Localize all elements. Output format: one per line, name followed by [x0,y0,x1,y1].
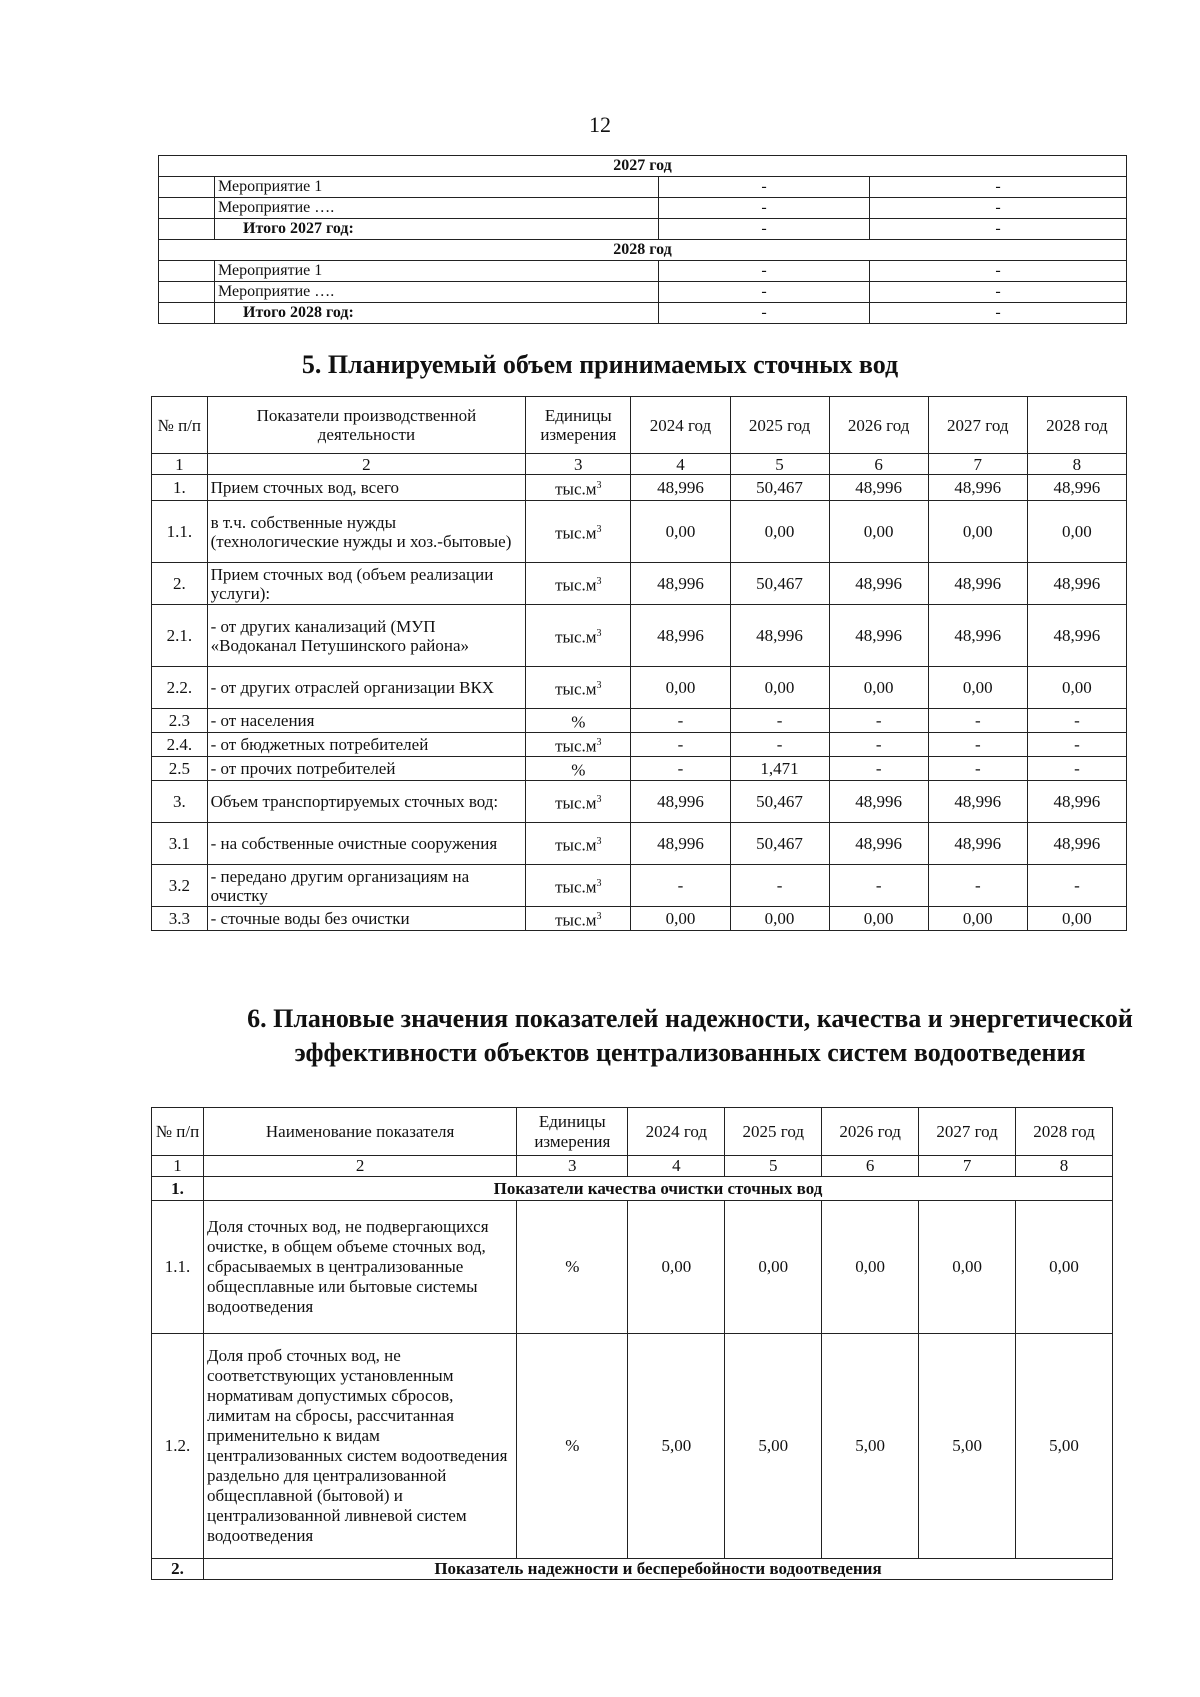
unit-text: тыс.м [555,835,597,855]
table-row [152,1334,1113,1559]
row-number: 1.1. [152,501,208,563]
column-number: 2 [207,454,526,475]
column-number: 4 [631,454,730,475]
value-cell: 48,996 [631,563,730,605]
unit-text: тыс.м [555,679,597,699]
indicator-name: - от других канализаций (МУП «Водоканал Петушинского района» [207,605,526,667]
row-number: 1. [152,475,208,501]
value-cell: 48,996 [928,563,1027,605]
column-number: 5 [730,454,829,475]
row-number: 3.1 [152,823,208,865]
header-cell: № п/п [152,397,208,454]
header-cell: 2028 год [1027,397,1126,454]
unit-text: тыс.м [555,877,597,897]
row-number: 2.5 [152,757,208,781]
indicator-name: - от населения [207,709,526,733]
value-cell: 48,996 [1027,823,1126,865]
value-cell: - [829,757,928,781]
header-cell: 2028 год [1016,1108,1113,1156]
unit [526,733,631,757]
value-cell: 48,996 [928,475,1027,501]
value-cell: 48,996 [1027,605,1126,667]
header-cell: Показатели производственной деятельности [207,397,526,454]
value-cell: - [631,709,730,733]
unit: % [517,1201,628,1334]
unit [526,475,631,501]
table-row [152,501,1127,563]
value-cell: 50,467 [730,563,829,605]
value-cell: 48,996 [1027,475,1126,501]
unit-superscript: 3 [596,680,602,692]
indicator-name: - от прочих потребителей [207,757,526,781]
value-cell: 48,996 [631,605,730,667]
table-row [152,1201,1113,1334]
section5-title: 5. Планируемый объем принимаемых сточных вод [301,350,899,379]
value-cell: 0,00 [829,501,928,563]
value-cell: 0,00 [822,1201,919,1334]
value-cell: 48,996 [829,781,928,823]
indicator-name: Доля проб сточных вод, не соответствующих установленным нормативам допустимых сбросов, лимитам на сбросы, рассчитанная применительно к видам централизованных систем водоотведения раздельно для централизованной общесплавной (бытовой) и централизованной ливневой систем водоотведения [204,1334,517,1559]
value-cell: 50,467 [730,475,829,501]
row-number: 2.1. [152,605,208,667]
indicator-name: Прием сточных вод, всего [207,475,526,501]
value-cell: - [730,733,829,757]
page-number: 12 [589,112,611,137]
value-cell: - [1027,709,1126,733]
value-cell: 0,00 [730,667,829,709]
total-value: - [870,219,1127,240]
unit [526,781,631,823]
value-cell: 0,00 [730,501,829,563]
column-number: 8 [1027,454,1126,475]
value-cell: 5,00 [822,1334,919,1559]
event-name: Мероприятие …. [215,282,659,303]
table-row [152,757,1127,781]
column-number: 3 [517,1156,628,1177]
value-cell: - [1027,733,1126,757]
value-cell: - [829,865,928,907]
row-number: 1.2. [152,1334,204,1559]
unit [526,823,631,865]
event-name: Мероприятие 1 [215,177,659,198]
table-row [152,605,1127,667]
event-value: - [870,261,1127,282]
column-number-row [152,1156,1113,1177]
header-cell: 2026 год [829,397,928,454]
unit [526,757,631,781]
table-row [152,823,1127,865]
indicators-table [151,1107,1113,1580]
unit-superscript: 3 [596,878,602,890]
total-row [159,219,1127,240]
value-cell: - [928,733,1027,757]
value-cell: 0,00 [919,1201,1016,1334]
event-value: - [659,282,870,303]
value-cell: 0,00 [1027,667,1126,709]
value-cell: 0,00 [1027,501,1126,563]
unit [526,667,631,709]
table-row [159,198,1127,219]
header-cell: 2024 год [631,397,730,454]
value-cell: 0,00 [730,907,829,931]
unit-text: тыс.м [555,910,597,930]
table-row [152,563,1127,605]
unit-text: тыс.м [555,793,597,813]
value-cell: 48,996 [829,563,928,605]
value-cell: 5,00 [1016,1334,1113,1559]
indicator-name: Доля сточных вод, не подвергающихся очистке, в общем объеме сточных вод, сбрасываемых в централизованные общесплавные или бытовые системы водоотведения [204,1201,517,1334]
unit-superscript: 3 [596,576,602,588]
unit-superscript: 3 [596,794,602,806]
header-cell: 2025 год [730,397,829,454]
table-row [152,907,1127,931]
value-cell: - [928,865,1027,907]
unit [526,501,631,563]
table-row [152,865,1127,907]
table-row [159,261,1127,282]
unit-superscript: 3 [596,911,602,923]
value-cell: 0,00 [829,907,928,931]
header-row [152,1108,1113,1156]
group-title: Показатель надежности и бесперебойности водоотведения [204,1559,1113,1580]
value-cell: 48,996 [928,781,1027,823]
total-value: - [870,303,1127,324]
group-row [152,1177,1113,1201]
indicator-name: Объем транспортируемых сточных вод: [207,781,526,823]
value-cell: - [631,733,730,757]
unit-text: тыс.м [555,479,597,499]
header-cell: 2025 год [725,1108,822,1156]
year-row [159,240,1127,261]
unit-superscript: 3 [596,628,602,640]
unit-text: тыс.м [555,575,597,595]
unit [526,865,631,907]
header-row [152,397,1127,454]
column-number-row [152,454,1127,475]
group-number: 1. [152,1177,204,1201]
table-row [152,709,1127,733]
unit-superscript: 3 [596,524,602,536]
unit [526,907,631,931]
column-number: 4 [628,1156,725,1177]
value-cell: 0,00 [928,907,1027,931]
value-cell: 48,996 [631,475,730,501]
value-cell: 5,00 [725,1334,822,1559]
value-cell: 0,00 [928,667,1027,709]
unit-text: тыс.м [555,523,597,543]
value-cell: 48,996 [631,781,730,823]
indicator-name: в т.ч. собственные нужды (технологические нужды и хоз.-бытовые) [207,501,526,563]
value-cell: 48,996 [928,605,1027,667]
value-cell: 48,996 [829,823,928,865]
value-cell: 48,996 [829,605,928,667]
value-cell: 1,471 [730,757,829,781]
row-number: 2. [152,563,208,605]
year-row [159,156,1127,177]
row-number: 2.2. [152,667,208,709]
event-value: - [870,177,1127,198]
unit-superscript: 3 [596,836,602,848]
value-cell: 50,467 [730,781,829,823]
total-value: - [659,219,870,240]
indicator-name: - от бюджетных потребителей [207,733,526,757]
value-cell: 0,00 [928,501,1027,563]
column-number: 6 [822,1156,919,1177]
value-cell: 48,996 [1027,563,1126,605]
indicator-name: - передано другим организациям на очистку [207,865,526,907]
value-cell: 0,00 [631,501,730,563]
unit [526,563,631,605]
section6-title: 6. Плановые значения показателей надежности, качества и энергетической эффективности объектов централизованных систем водоотведения [247,1004,1133,1067]
value-cell: 48,996 [631,823,730,865]
column-number: 7 [928,454,1027,475]
value-cell: 50,467 [730,823,829,865]
value-cell: 0,00 [628,1201,725,1334]
column-number: 6 [829,454,928,475]
column-number: 2 [204,1156,517,1177]
header-cell: 2027 год [919,1108,1016,1156]
unit-text: тыс.м [555,736,597,756]
table-row [152,733,1127,757]
row-number: 3.2 [152,865,208,907]
value-cell: 0,00 [631,667,730,709]
value-cell: - [631,757,730,781]
unit [526,605,631,667]
column-number: 8 [1016,1156,1113,1177]
header-cell: 2026 год [822,1108,919,1156]
row-number: 2.4. [152,733,208,757]
value-cell: - [730,865,829,907]
event-value: - [659,198,870,219]
header-cell: Единицы измерения [517,1108,628,1156]
group-number: 2. [152,1559,204,1580]
column-number: 5 [725,1156,822,1177]
unit [526,709,631,733]
total-label: Итого 2028 год: [215,303,659,324]
events-table [158,155,1127,324]
header-cell: Наименование показателя [204,1108,517,1156]
value-cell: - [1027,865,1126,907]
group-title: Показатели качества очистки сточных вод [204,1177,1113,1201]
indicator-name: - на собственные очистные сооружения [207,823,526,865]
column-number: 1 [152,1156,204,1177]
header-cell: 2027 год [928,397,1027,454]
event-name: Мероприятие 1 [215,261,659,282]
header-cell: Единицы измерения [526,397,631,454]
event-value: - [659,177,870,198]
event-value: - [659,261,870,282]
indicator-name: - сточные воды без очистки [207,907,526,931]
unit-superscript: 3 [596,737,602,749]
unit-superscript: 3 [596,480,602,492]
event-value: - [870,282,1127,303]
column-number: 7 [919,1156,1016,1177]
year-label: 2028 год [159,240,1127,261]
total-row [159,303,1127,324]
value-cell: 0,00 [631,907,730,931]
header-cell: № п/п [152,1108,204,1156]
indicator-name: - от других отраслей организации ВКХ [207,667,526,709]
value-cell: 0,00 [829,667,928,709]
unit: % [517,1334,628,1559]
event-name: Мероприятие …. [215,198,659,219]
value-cell: 48,996 [1027,781,1126,823]
value-cell: - [631,865,730,907]
value-cell: 5,00 [919,1334,1016,1559]
column-number: 1 [152,454,208,475]
group-row [152,1559,1113,1580]
unit-text: % [571,712,586,732]
row-number: 1.1. [152,1201,204,1334]
indicator-name: Прием сточных вод (объем реализации услуги): [207,563,526,605]
value-cell: 0,00 [725,1201,822,1334]
column-number: 3 [526,454,631,475]
row-number: 3.3 [152,907,208,931]
value-cell: - [1027,757,1126,781]
unit-text: тыс.м [555,627,597,647]
header-cell: 2024 год [628,1108,725,1156]
value-cell: 48,996 [730,605,829,667]
table-row [152,781,1127,823]
total-label: Итого 2027 год: [215,219,659,240]
year-label: 2027 год [159,156,1127,177]
value-cell: - [829,733,928,757]
unit-text: % [571,760,586,780]
value-cell: - [928,757,1027,781]
table-row [152,475,1127,501]
total-value: - [659,303,870,324]
event-value: - [870,198,1127,219]
table-row [159,282,1127,303]
value-cell: - [829,709,928,733]
table-row [159,177,1127,198]
table-row [152,667,1127,709]
value-cell: 5,00 [628,1334,725,1559]
row-number: 3. [152,781,208,823]
value-cell: 48,996 [928,823,1027,865]
value-cell: 48,996 [829,475,928,501]
value-cell: - [730,709,829,733]
wastewater-volume-table [151,396,1127,931]
row-number: 2.3 [152,709,208,733]
value-cell: - [928,709,1027,733]
value-cell: 0,00 [1027,907,1126,931]
value-cell: 0,00 [1016,1201,1113,1334]
